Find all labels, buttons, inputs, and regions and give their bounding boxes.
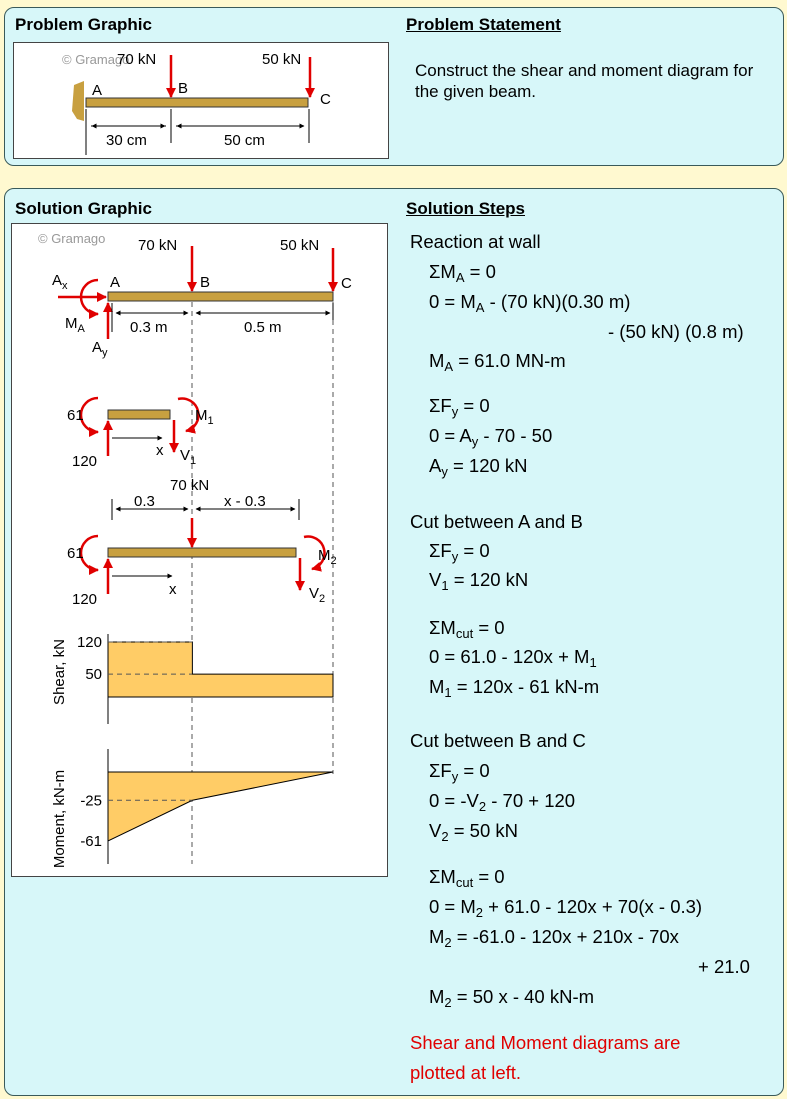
watermark: © Gramago (38, 231, 106, 246)
step-line: $\Sigma F_y = 0$ (429, 395, 490, 419)
dim1-label: 30 cm (106, 132, 147, 149)
solution-steps-title: Solution Steps (406, 199, 525, 218)
step-heading: Reaction at wall (410, 231, 541, 252)
cut2-dim2-label: x - 0.3 (224, 493, 266, 510)
conclusion-line: Shear and Moment diagrams are (410, 1032, 681, 1053)
fbd-point-c: C (341, 275, 352, 292)
cut1-moment-label: 61 (67, 407, 84, 424)
problem-graphic-title: Problem Graphic (15, 15, 152, 34)
step-line: $0 = A_y - 70 - 50$ (429, 425, 553, 449)
cut2-x-label: x (169, 581, 177, 598)
cut1-v-label: $V_1$ (180, 447, 197, 467)
dim2-label: 50 cm (224, 132, 265, 149)
step-line: $\Sigma M_{cut} = 0$ (429, 866, 505, 890)
watermark: © Gramago (62, 52, 130, 67)
moment-area (108, 772, 333, 841)
step-line: $M_A = 61.0$ MN-m (429, 350, 566, 374)
wall (72, 81, 84, 121)
step-line: $\Sigma M_A = 0$ (429, 261, 496, 285)
point-b: B (178, 80, 189, 97)
moment-axis-label: Moment, kN-m (51, 769, 68, 869)
step-heading: Cut between B and C (410, 730, 586, 751)
moment-diagram (80, 749, 333, 864)
cut2-v-label: $V_2$ (309, 585, 326, 605)
solution-graphic-title: Solution Graphic (15, 199, 152, 218)
fbd-load1-label: 70 kN (138, 237, 178, 254)
step-line: + 21.0 (698, 956, 750, 977)
step-line: $V_2 = 50$ kN (429, 820, 518, 844)
ma-label: $M_A$ (65, 315, 85, 335)
step-line: $0 = 61.0 - 120x + M_1$ (429, 646, 597, 670)
step-line: - (50 kN) (0.8 m) (608, 321, 744, 342)
cut2-moment-label: 61 (67, 545, 84, 562)
problem-graphic (13, 42, 389, 159)
conclusion-line: plotted at left. (410, 1062, 522, 1083)
problem-panel (4, 7, 784, 166)
step-line: $0 = -V_2 - 70 + 120$ (429, 790, 576, 814)
problem-beam-diagram (14, 43, 388, 158)
step-line: $0 = M_2 + 61.0 - 120x + 70(x - 0.3)$ (429, 896, 703, 920)
cut2-dim1-label: 0.3 (134, 493, 155, 510)
solution-diagram (12, 224, 387, 876)
cut2-beam (108, 548, 296, 557)
cut2-m-label: $M_2$ (318, 547, 337, 567)
load2-label: 50 kN (262, 51, 302, 68)
moment-tick-label: -61 (80, 833, 102, 850)
cut1-m-label: $M_1$ (195, 407, 214, 427)
solution-panel (4, 188, 784, 1096)
moment-tick-label: -25 (80, 792, 102, 810)
shear-tick-label: 120 (76, 634, 102, 651)
fbd-dim1-label: 0.3 m (130, 319, 168, 336)
ay-label: $A_y$ (92, 339, 108, 359)
problem-statement-title: Problem Statement (406, 15, 561, 34)
fbd-beam (108, 292, 333, 301)
fbd-point-b: B (200, 274, 211, 291)
shear-diagram (77, 634, 333, 724)
step-line: $M_2 = -61.0 - 120x + 210x - 70x$ (429, 926, 679, 950)
beam (86, 98, 308, 107)
shear-area (108, 642, 333, 697)
step-line: $A_y = 120$ kN (429, 455, 528, 479)
cut1-beam (108, 410, 170, 419)
step-line: $\Sigma F_y = 0$ (429, 540, 490, 564)
cut2-load-label: 70 kN (170, 477, 210, 494)
point-c: C (320, 91, 331, 108)
shear-axis-label: Shear, kN (51, 639, 68, 705)
step-line: $M_2 = 50$ x - 40 kN-m (429, 986, 595, 1010)
shear-tick-label: 50 (85, 666, 102, 684)
solution-graphic (11, 223, 388, 877)
fbd-dim2-label: 0.5 m (244, 319, 282, 336)
step-heading: Cut between A and B (410, 511, 583, 532)
step-line: $\Sigma M_{cut} = 0$ (429, 617, 505, 641)
step-line: $M_1 = 120x - 61$ kN-m (429, 676, 600, 700)
step-line: $V_1 = 120$ kN (429, 569, 529, 593)
cut2-force-label: 120 (72, 591, 98, 608)
step-line: $\Sigma F_y = 0$ (429, 760, 490, 784)
load1-label: 70 kN (117, 51, 157, 68)
problem-statement-text: Construct the shear and moment diagram for the given beam. (415, 61, 754, 101)
point-a: A (92, 82, 103, 99)
step-line: $0 = M_A - (70$ kN)(0.30 m) (429, 291, 631, 315)
ax-label: $A_x$ (52, 272, 68, 292)
fbd-point-a: A (110, 274, 121, 291)
cut1-x-label: x (156, 442, 164, 459)
fbd-load2-label: 50 kN (280, 237, 320, 254)
cut1-force-label: 120 (72, 453, 98, 470)
